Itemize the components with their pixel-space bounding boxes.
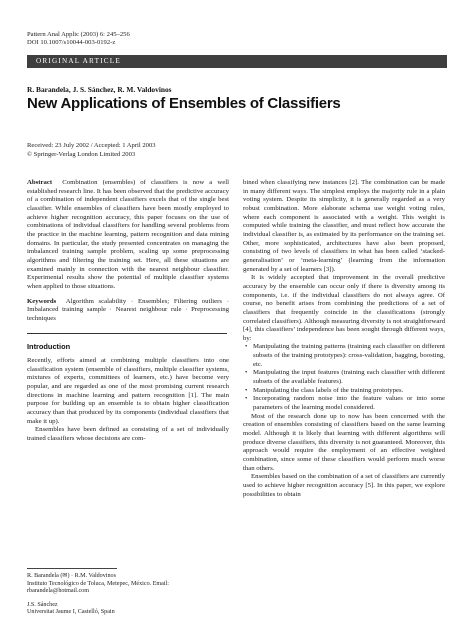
footnote-line: R. Barandela (✉) · R.M. Valdovinos — [27, 573, 116, 579]
copyright-notice: © Springer-Verlag London Limited 2003 — [27, 150, 136, 158]
footnote-line: J.S. Sánchez — [27, 601, 58, 608]
keywords — [27, 298, 229, 324]
authors: R. Barandela, J. S. Sánchez, R. M. Valdovinos — [27, 85, 172, 94]
bullet-icon: • — [245, 395, 248, 403]
article-type-label: ORIGINAL ARTICLE — [36, 57, 121, 65]
section-divider — [27, 333, 227, 334]
intro-paragraph-2: Ensembles have been defined as consisting of a set of individually trained classifiers whose decisions are com- — [27, 426, 229, 443]
list-item: • Manipulating the training patterns (training each classifier on different subsets of the training prototypes): cross-validation, bagging, boosting, etc. — [245, 343, 445, 368]
publication-dates — [27, 142, 156, 159]
journal-header — [27, 31, 130, 47]
author-email: rbarandela@hotmail.com — [27, 588, 89, 595]
list-item: • Manipulating the class labels of the training prototypes. — [245, 386, 404, 394]
keywords-text: Algorithm scalability · Ensembles; Filtering outliers · Imbalanced training sample · Nearest neighbour rule · Preprocessing techniques — [27, 297, 230, 322]
bullet-icon: • — [245, 369, 248, 377]
keywords-label: Keywords — [27, 297, 57, 305]
bullet-icon: • — [245, 343, 248, 351]
footnote-divider — [27, 568, 117, 569]
section-heading-introduction: Introduction — [27, 341, 71, 351]
footnote-line: Universitat Jaume I, Castelló, Spain — [27, 609, 115, 616]
journal-citation: Pattern Anal Applic (2003) 6: 245–256 — [27, 31, 130, 38]
list-item: • Manipulating the input features (training each classifier with different subsets of the available features). — [245, 369, 445, 386]
abstract-label: Abstract — [27, 179, 53, 186]
bullet-icon: • — [245, 386, 248, 394]
body-paragraph: bined when classifying new instances [2]. The combination can be made in many different ways. The simplest employs the majority rule in a plain voting system. Despite its simplicity, it is generally regarded as a very robust combination. More elaborate schema use weight voting rules, where each component is associated with a weight. This weight is computed while training the classifier, and must reflect how accurate the individual classifier is, as estimated by its performance on the training set. Other, more sophisticated, architectures have also been proposed, consisting of two levels of classifiers in what has been called ‘stacked-generalisation’ or ‘meta-learning’ (learning from the information generated by a set of learners [3]). — [243, 179, 445, 273]
body-paragraph: Most of the research done up to now has been concerned with the creation of ensembles consisting of classifiers based on the same learning model. Although it is likely that learning with different algorithms will produce diverse classifiers, this diversity is not guaranteed. Moreover, this approach would require the employment of an effective weighted combination, since some of these classifiers would perform much worse than others. — [243, 412, 445, 472]
body-paragraph: Ensembles based on the combination of a set of classifiers are currently used to achieve higher recognition accuracy [5]. In this paper, we explore possibilities to obtain — [243, 473, 445, 498]
article-title: New Applications of Ensembles of Classifiers — [27, 95, 341, 112]
left-column — [27, 179, 229, 444]
abstract-text: Combination (ensembles) of classifiers is now a well established research line. It has been observed that the predictive accuracy of a combination of independent classifiers excels that of the single best classifier. While ensembles of classifiers have been mostly employed to achieve higher recognition accuracy, this paper focuses on the use of combinations of individual classifiers for handling several problems from the practice in the machine learning, pattern recognition and data mining domains. In particular, the study presented concentrates on managing the imbalanced training sample problem, scaling up some preprocessing algorithms and filtering the training set. Here, all these situations are examined mainly in connection with the nearest neighbour classifier. Experimental results show the potential of multiple classifier systems when applied to those situations. — [27, 179, 229, 290]
body-paragraph: It is widely accepted that improvement in the overall predictive accuracy by the ensemble can occur only if there is diversity among its components, i.e. if the individual classifiers do not always agree. Of course, no benefit arises from combining the predictions of a set of classifiers that frequently coincide in the classifications (strongly correlated classifiers). Although measuring diversity is not straightforward [4], this classifiers’ independence has been sought through different ways, by: — [243, 274, 445, 342]
author-affiliations — [27, 573, 169, 617]
list-item: • Incorporating random noise into the feature values or into some parameters of the learning model considered. — [245, 395, 445, 412]
footnote-line: Instituto Tecnológico de Toluca, Metepec, México. Email: — [27, 580, 169, 587]
abstract — [27, 179, 229, 292]
doi: DOI 10.1007/s10044-003-0192-z — [27, 39, 116, 47]
diversity-methods-list — [243, 343, 445, 412]
received-accepted: Received: 23 July 2002 / Accepted: 1 April 2003 — [27, 142, 156, 149]
right-column — [243, 179, 445, 499]
article-type-band — [27, 55, 447, 68]
intro-paragraph-1: Recently, efforts aimed at combining multiple classifiers into one classification system (ensemble of classifiers, multiple classifier systems, mixtures of experts, committees of learners, etc.) have become very popular, and are regarded as one of the most promising current research directions in machine learning and pattern recognition [1]. The main purpose for building up an ensemble is to obtain higher classification accuracy than that produced by its components (individual classifiers that make it up). — [27, 357, 229, 425]
